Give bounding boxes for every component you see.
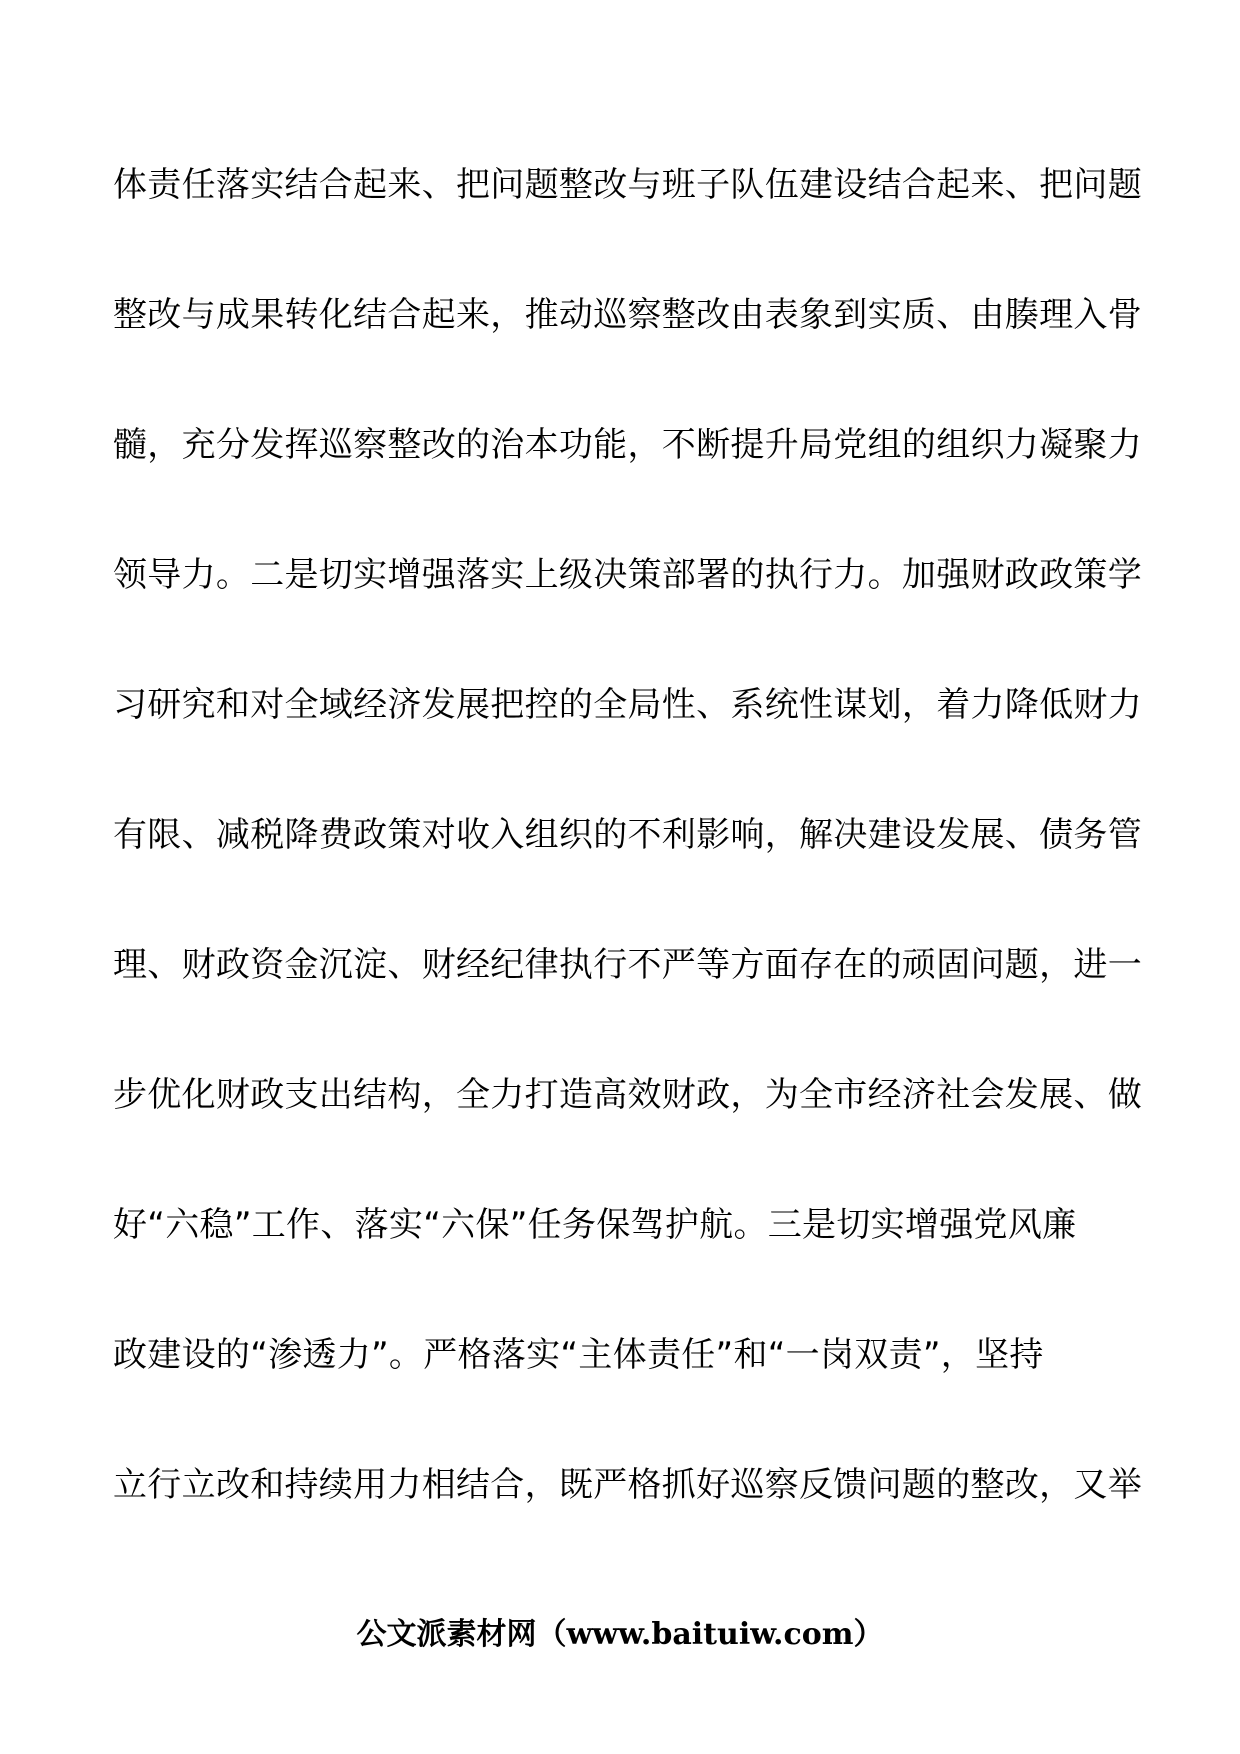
text-line: 政建设的“渗透力”。严格落实“主体责任”和“一岗双责”，坚持 bbox=[113, 1335, 1044, 1375]
text-line: 髓，充分发挥巡察整改的治本功能，不断提升局党组的组织力凝聚力 bbox=[113, 425, 1142, 465]
text-line: 步优化财政支出结构，全力打造高效财政，为全市经济社会发展、做 bbox=[113, 1075, 1142, 1115]
text-line: 好“六稳”工作、落实“六保”任务保驾护航。三是切实增强党风廉 bbox=[113, 1205, 1077, 1245]
text-line: 有限、减税降费政策对收入组织的不利影响，解决建设发展、债务管 bbox=[113, 815, 1142, 855]
text-line: 体责任落实结合起来、把问题整改与班子队伍建设结合起来、把问题 bbox=[113, 165, 1142, 205]
body-text bbox=[113, 150, 1142, 1580]
text-line: 习研究和对全域经济发展把控的全局性、系统性谋划，着力降低财力 bbox=[113, 685, 1142, 725]
text-line: 整改与成果转化结合起来，推动巡察整改由表象到实质、由腠理入骨 bbox=[113, 295, 1142, 335]
text-line: 理、财政资金沉淀、财经纪律执行不严等方面存在的顽固问题，进一 bbox=[113, 945, 1142, 985]
text-line: 领导力。二是切实增强落实上级决策部署的执行力。加强财政政策学 bbox=[113, 555, 1142, 595]
page-footer: 公文派素材网（www.baituiw.com） bbox=[356, 1617, 884, 1652]
text-line: 立行立改和持续用力相结合，既严格抓好巡察反馈问题的整改，又举 bbox=[113, 1465, 1142, 1505]
